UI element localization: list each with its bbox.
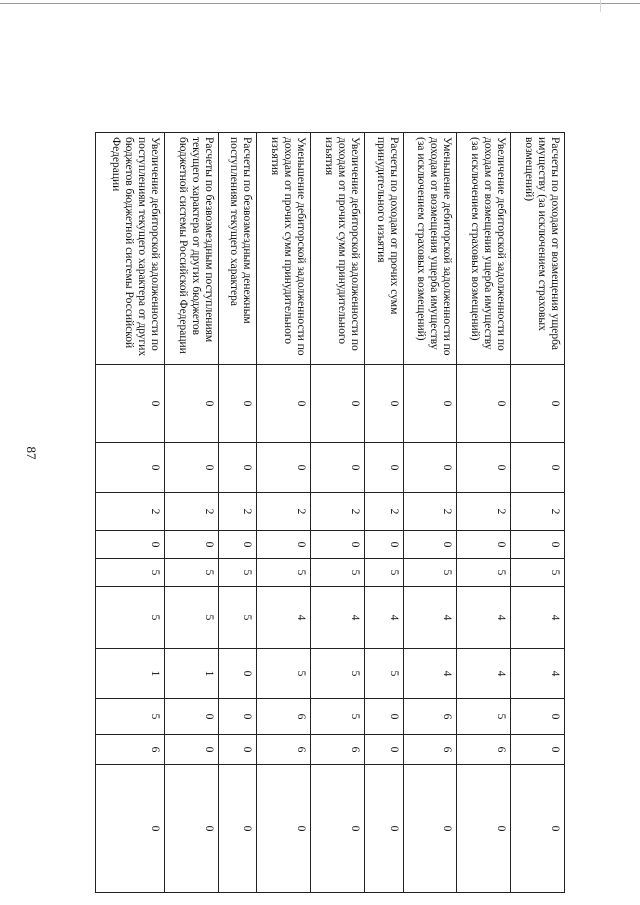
- code-digit-cell: 0: [457, 765, 511, 893]
- code-digit-cell: 0: [311, 765, 365, 893]
- code-digit-cell: 2: [218, 493, 257, 531]
- code-digit-cell: 5: [257, 649, 311, 699]
- code-digit-cell: 0: [457, 531, 511, 559]
- code-digit-cell: 0: [96, 443, 165, 493]
- code-digit-cell: 2: [311, 493, 365, 531]
- table-row: [96, 133, 165, 893]
- row-label: Увеличение дебиторской задолженности по доходам от прочих сумм принудительного изъятия: [311, 133, 365, 365]
- code-digit-cell: 0: [165, 699, 219, 735]
- code-digit-cell: 0: [218, 735, 257, 765]
- code-digit-cell: 2: [457, 493, 511, 531]
- accounts-table-rotated: [95, 132, 565, 892]
- page-top-rule: [0, 3, 640, 4]
- code-digit-cell: 0: [165, 531, 219, 559]
- code-digit-cell: 0: [257, 365, 311, 443]
- code-digit-cell: 0: [403, 443, 457, 493]
- code-digit-cell: 4: [403, 649, 457, 699]
- code-digit-cell: 0: [218, 699, 257, 735]
- code-digit-cell: 4: [511, 649, 565, 699]
- code-digit-cell: 0: [511, 735, 565, 765]
- row-label: Уменьшение дебиторской задолженности по доходам от возмещения ущерба имуществу (за исключением страховых возмещений): [403, 133, 457, 365]
- row-label: Расчеты по безвозмездным поступлениям текущего характера от других бюджетов бюджетной системы Российской Федерации: [165, 133, 219, 365]
- code-digit-cell: 0: [365, 443, 404, 493]
- table-row: [457, 133, 511, 893]
- code-digit-cell: 4: [257, 587, 311, 649]
- table-row: [257, 133, 311, 893]
- code-digit-cell: 4: [403, 587, 457, 649]
- code-digit-cell: 0: [511, 443, 565, 493]
- code-digit-cell: 5: [96, 559, 165, 587]
- code-digit-cell: 6: [457, 735, 511, 765]
- code-digit-cell: 0: [165, 443, 219, 493]
- code-digit-cell: 0: [511, 365, 565, 443]
- code-digit-cell: 4: [511, 587, 565, 649]
- code-digit-cell: 5: [311, 649, 365, 699]
- code-digit-cell: 6: [257, 699, 311, 735]
- table-row: [311, 133, 365, 893]
- code-digit-cell: 0: [403, 531, 457, 559]
- row-label: Расчеты по безвозмездным денежным поступлениям текущего характера: [218, 133, 257, 365]
- table-row: [218, 133, 257, 893]
- code-digit-cell: 0: [511, 531, 565, 559]
- row-label: Расчеты по доходам от прочих сумм принудительного изъятия: [365, 133, 404, 365]
- code-digit-cell: 6: [403, 735, 457, 765]
- code-digit-cell: 0: [403, 365, 457, 443]
- code-digit-cell: 5: [365, 559, 404, 587]
- code-digit-cell: 0: [218, 531, 257, 559]
- code-digit-cell: 0: [96, 765, 165, 893]
- code-digit-cell: 1: [165, 649, 219, 699]
- code-digit-cell: 4: [311, 587, 365, 649]
- code-digit-cell: 0: [511, 699, 565, 735]
- code-digit-cell: 0: [457, 365, 511, 443]
- code-digit-cell: 2: [96, 493, 165, 531]
- code-digit-cell: 2: [511, 493, 565, 531]
- code-digit-cell: 6: [96, 735, 165, 765]
- code-digit-cell: 5: [218, 559, 257, 587]
- code-digit-cell: 0: [165, 365, 219, 443]
- code-digit-cell: 0: [218, 649, 257, 699]
- row-label: Увеличение дебиторской задолженности по доходам от возмещения ущерба имуществу (за исключением страховых возмещений): [457, 133, 511, 365]
- code-digit-cell: 0: [365, 735, 404, 765]
- code-digit-cell: 0: [96, 365, 165, 443]
- page-number: 87: [24, 446, 39, 460]
- code-digit-cell: 5: [165, 559, 219, 587]
- code-digit-cell: 0: [365, 365, 404, 443]
- code-digit-cell: 0: [311, 365, 365, 443]
- code-digit-cell: 0: [257, 531, 311, 559]
- code-digit-cell: 0: [457, 443, 511, 493]
- scan-artifact: [600, 0, 601, 12]
- code-digit-cell: 5: [96, 699, 165, 735]
- code-digit-cell: 5: [218, 587, 257, 649]
- code-digit-cell: 4: [457, 587, 511, 649]
- code-digit-cell: 5: [311, 559, 365, 587]
- row-label: Расчеты по доходам от возмещения ущерба имуществу (за исключением страховых возмещений): [511, 133, 565, 365]
- row-label: Увеличение дебиторской задолженности по поступлениям текущего характера от других бюджетов бюджетной системы Российской Федерации: [96, 133, 165, 365]
- table-row: [511, 133, 565, 893]
- code-digit-cell: 0: [218, 765, 257, 893]
- table-row: [365, 133, 404, 893]
- code-digit-cell: 0: [165, 735, 219, 765]
- code-digit-cell: 0: [96, 531, 165, 559]
- code-digit-cell: 0: [257, 443, 311, 493]
- code-digit-cell: 4: [365, 587, 404, 649]
- code-digit-cell: 0: [257, 765, 311, 893]
- code-digit-cell: 0: [311, 531, 365, 559]
- code-digit-cell: 6: [403, 699, 457, 735]
- code-digit-cell: 5: [403, 559, 457, 587]
- code-digit-cell: 6: [311, 735, 365, 765]
- accounts-table: [95, 132, 565, 893]
- code-digit-cell: 2: [403, 493, 457, 531]
- code-digit-cell: 5: [165, 587, 219, 649]
- code-digit-cell: 2: [257, 493, 311, 531]
- code-digit-cell: 5: [257, 559, 311, 587]
- code-digit-cell: 5: [365, 649, 404, 699]
- code-digit-cell: 0: [218, 443, 257, 493]
- code-digit-cell: 2: [365, 493, 404, 531]
- code-digit-cell: 1: [96, 649, 165, 699]
- code-digit-cell: 5: [457, 699, 511, 735]
- code-digit-cell: 6: [257, 735, 311, 765]
- code-digit-cell: 5: [96, 587, 165, 649]
- code-digit-cell: 0: [365, 765, 404, 893]
- code-digit-cell: 5: [511, 559, 565, 587]
- code-digit-cell: 0: [365, 699, 404, 735]
- code-digit-cell: 0: [311, 443, 365, 493]
- code-digit-cell: 0: [365, 531, 404, 559]
- table-row: [165, 133, 219, 893]
- code-digit-cell: 0: [403, 765, 457, 893]
- code-digit-cell: 5: [311, 699, 365, 735]
- code-digit-cell: 0: [218, 365, 257, 443]
- code-digit-cell: 0: [511, 765, 565, 893]
- code-digit-cell: 4: [457, 649, 511, 699]
- code-digit-cell: 2: [165, 493, 219, 531]
- code-digit-cell: 5: [457, 559, 511, 587]
- row-label: Уменьшение дебиторской задолженности по доходам от прочих сумм принудительного изъятия: [257, 133, 311, 365]
- code-digit-cell: 0: [165, 765, 219, 893]
- table-row: [403, 133, 457, 893]
